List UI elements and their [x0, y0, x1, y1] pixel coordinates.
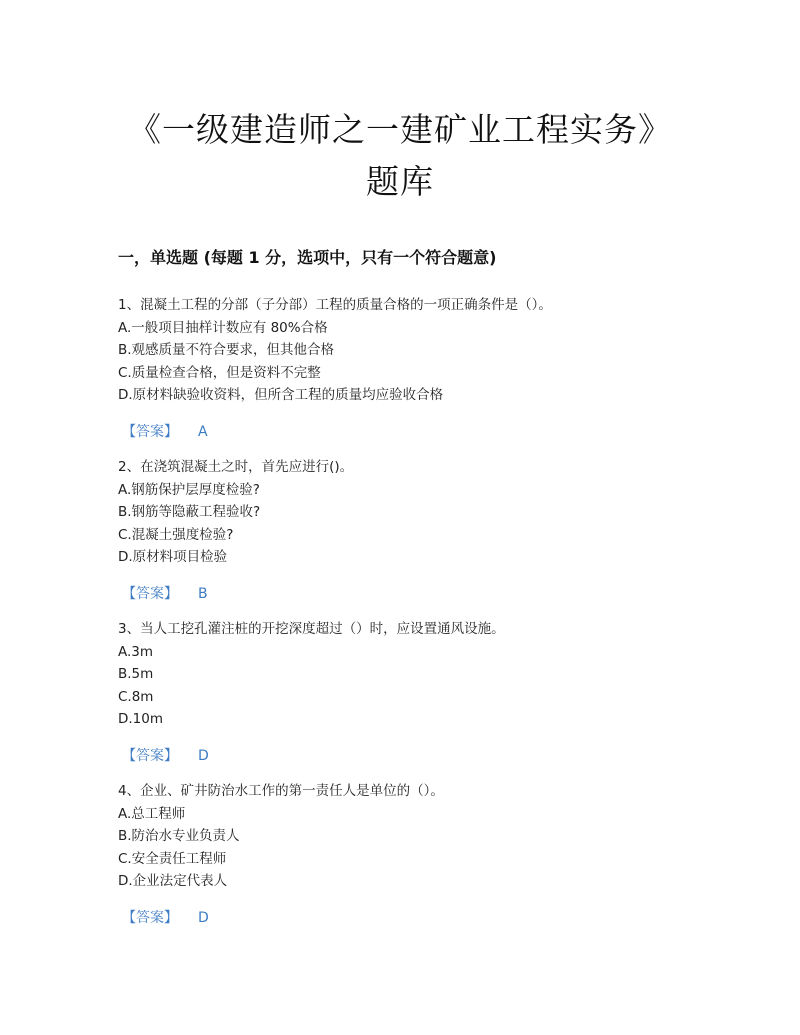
option-b: B.钢筋等隐蔽工程验收? [118, 504, 261, 520]
title-line-2: 题库 [366, 162, 434, 201]
option-d: D.原材料缺验收资料，但所含工程的质量均应验收合格 [118, 387, 444, 403]
question-2 [118, 456, 718, 605]
question-1 [118, 294, 718, 443]
answer-line [122, 907, 718, 929]
answer-label: 【答案】 [122, 909, 178, 926]
option-b: B.防治水专业负责人 [118, 828, 240, 844]
option-a: A.3m [118, 643, 154, 660]
answer-label: 【答案】 [122, 747, 178, 764]
option-a: A.钢筋保护层厚度检验? [118, 481, 260, 498]
option-c: C.安全责任工程师 [118, 850, 227, 867]
question-4 [118, 780, 718, 929]
document-title [0, 104, 800, 208]
option-b: B.5m [118, 666, 154, 682]
option-c: C.质量检查合格，但是资料不完整 [118, 364, 321, 381]
option-a: A.总工程师 [118, 805, 186, 822]
option-d: D.10m [118, 711, 164, 727]
option-d: D.企业法定代表人 [118, 873, 228, 889]
answer-label: 【答案】 [122, 423, 178, 440]
question-stem: 1、混凝土工程的分部（子分部）工程的质量合格的一项正确条件是（）。 [118, 297, 552, 313]
option-b: B.观感质量不符合要求，但其他合格 [118, 342, 335, 358]
option-d: D.原材料项目检验 [118, 549, 228, 565]
option-c: C.混凝土强度检验? [118, 526, 234, 543]
answer-value: D [198, 747, 209, 764]
question-3 [118, 618, 718, 767]
option-c: C.8m [118, 688, 154, 705]
answer-value: D [198, 909, 209, 926]
answer-value: A [198, 423, 208, 440]
answer-line [122, 745, 718, 767]
answer-line [122, 421, 718, 443]
answer-label: 【答案】 [122, 585, 178, 602]
question-stem: 3、当人工挖孔灌注桩的开挖深度超过（）时，应设置通风设施。 [118, 621, 505, 637]
answer-value: B [198, 585, 208, 602]
answer-line [122, 583, 718, 605]
question-stem: 2、在浇筑混凝土之时，首先应进行()。 [118, 459, 354, 475]
section-heading: 一，单选题 (每题 1 分，选项中，只有一个符合题意) [118, 248, 497, 267]
question-stem: 4、企业、矿井防治水工作的第一责任人是单位的（）。 [118, 783, 444, 799]
option-a: A.一般项目抽样计数应有 80%合格 [118, 319, 328, 336]
title-line-1: 《一级建造师之一建矿业工程实务》 [128, 110, 672, 149]
